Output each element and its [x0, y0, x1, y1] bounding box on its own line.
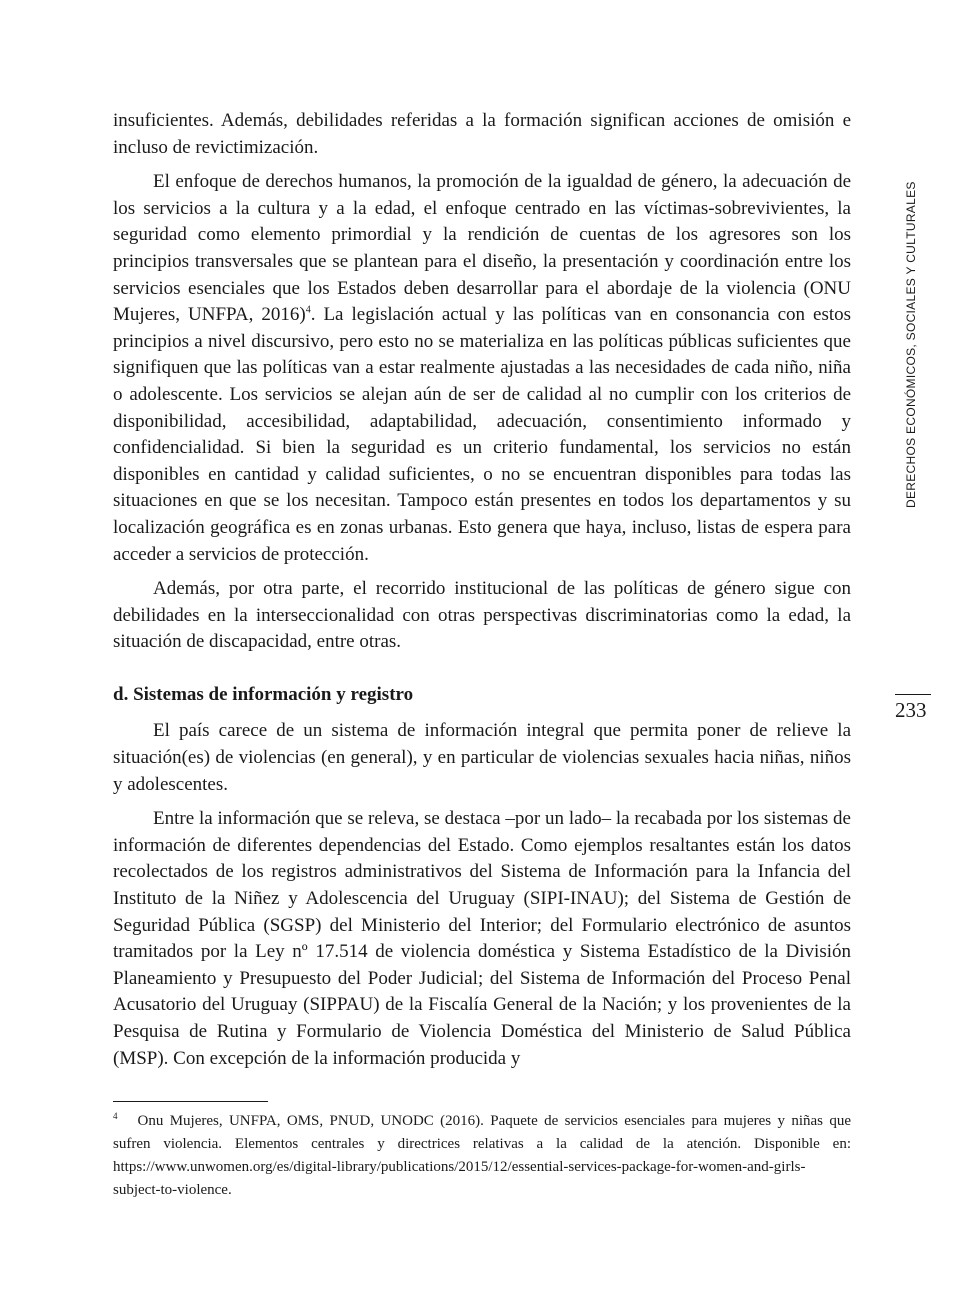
- paragraph-3: Además, por otra parte, el recorrido institucional de las políticas de género sigue con debilidades en la interseccionalidad con otras perspectivas discriminatorias como la edad, la situación de discapacidad, entre otras.: [113, 578, 851, 653]
- paragraph-2-part-b: . La legislación actual y las políticas van en consonancia con estos principios a nivel discursivo, pero esto no se materializa en las políticas públicas suficientes que signifiquen que las políticas van a estar realmente ajustadas a las necesidades de cada niño, niña o adolescente. Los servicios se alejan aún de ser de calidad al no cumplir con los criterios de disponibilidad, accesibilidad, adaptabilidad, adecuación, consentimiento informado y confidencialidad. Si bien la seguridad es un criterio fundamental, los servicios no están disponibles en cantidad y calidad suficientes, o no se encuentran disponibles para todas las situaciones en que se los necesitan. Tampoco están presentes en todos los departamentos y su localización geográfica es en zonas urbanas. Esto genera que haya, incluso, listas de espera para acceder a servicios de protección.: [113, 304, 852, 565]
- body-text: [113, 108, 851, 1080]
- page-number-rule: [895, 694, 931, 695]
- paragraph-5: Entre la información que se releva, se destaca –por un lado– la recabada por los sistemas de información de diferentes dependencias del Estado. Como ejemplos resaltantes están los datos recolectados de los registros administrativos del Sistema de Información para la Infancia del Instituto de la Niñez y Adolescencia del Uruguay (SIPI-INAU); del Sistema de Gestión de Seguridad Pública (SGSP) del Ministerio del Interior; del Formulario electrónico de asuntos tramitados por la Ley nº 17.514 de violencia doméstica y Sistema Estadístico de la División Planeamiento y Presupuesto del Poder Judicial; del Sistema de Información del Proceso Penal Acusatorio del Uruguay (SIPPAU) de la Fiscalía General de la Nación; y los provenientes de la Pesquisa de Rutina y Formulario de Violencia Doméstica del Ministerio de Salud Pública (MSP). Con excepción de la información producida y: [113, 808, 851, 1069]
- running-side-title: DERECHOS ECONÓMICOS, SOCIALES Y CULTURALES: [904, 181, 918, 508]
- footnote-divider: [113, 1101, 268, 1102]
- paragraph-2-part-a: El enfoque de derechos humanos, la promoción de la igualdad de género, la adecuación de los servicios a la cultura y a la edad, el enfoque centrado en las víctimas-sobrevivientes, la seguridad como elemento primordial y la rendición de cuentas de los agresores son los principios transversales que se plantean para el diseño, la presentación y coordinación entre los servicios esenciales que los Estados deben desarrollar para el abordaje de la violencia (ONU Mujeres, UNFPA, 2016): [113, 171, 851, 326]
- paragraph-2: [113, 169, 851, 568]
- footnote-mark: 4: [113, 1111, 118, 1121]
- footnote-reference[interactable]: 4: [305, 304, 311, 316]
- paragraph-1: insuficientes. Además, debilidades referidas a la formación significan acciones de omisión e incluso de revictimización.: [113, 110, 851, 158]
- paragraph-4: El país carece de un sistema de información integral que permita poner de relieve la situación(es) de violencias (en general), y en particular de violencias sexuales hacia niñas, niños y adolescentes.: [113, 720, 851, 795]
- footnote-text: Onu Mujeres, UNFPA, OMS, PNUD, UNODC (2016). Paquete de servicios esenciales para mujeres y niñas que sufren violencia. Elementos centrales y directrices relativas a la calidad de la atención. Disponible en: https://www.unwomen.org/es/digital-library/publications/2015/12/essential-services-package-for-women-and-girls-subject-to-violence.: [113, 1113, 851, 1198]
- page-number: 233: [895, 698, 927, 722]
- footnote: [113, 1110, 851, 1202]
- section-heading: d. Sistemas de información y registro: [113, 683, 414, 705]
